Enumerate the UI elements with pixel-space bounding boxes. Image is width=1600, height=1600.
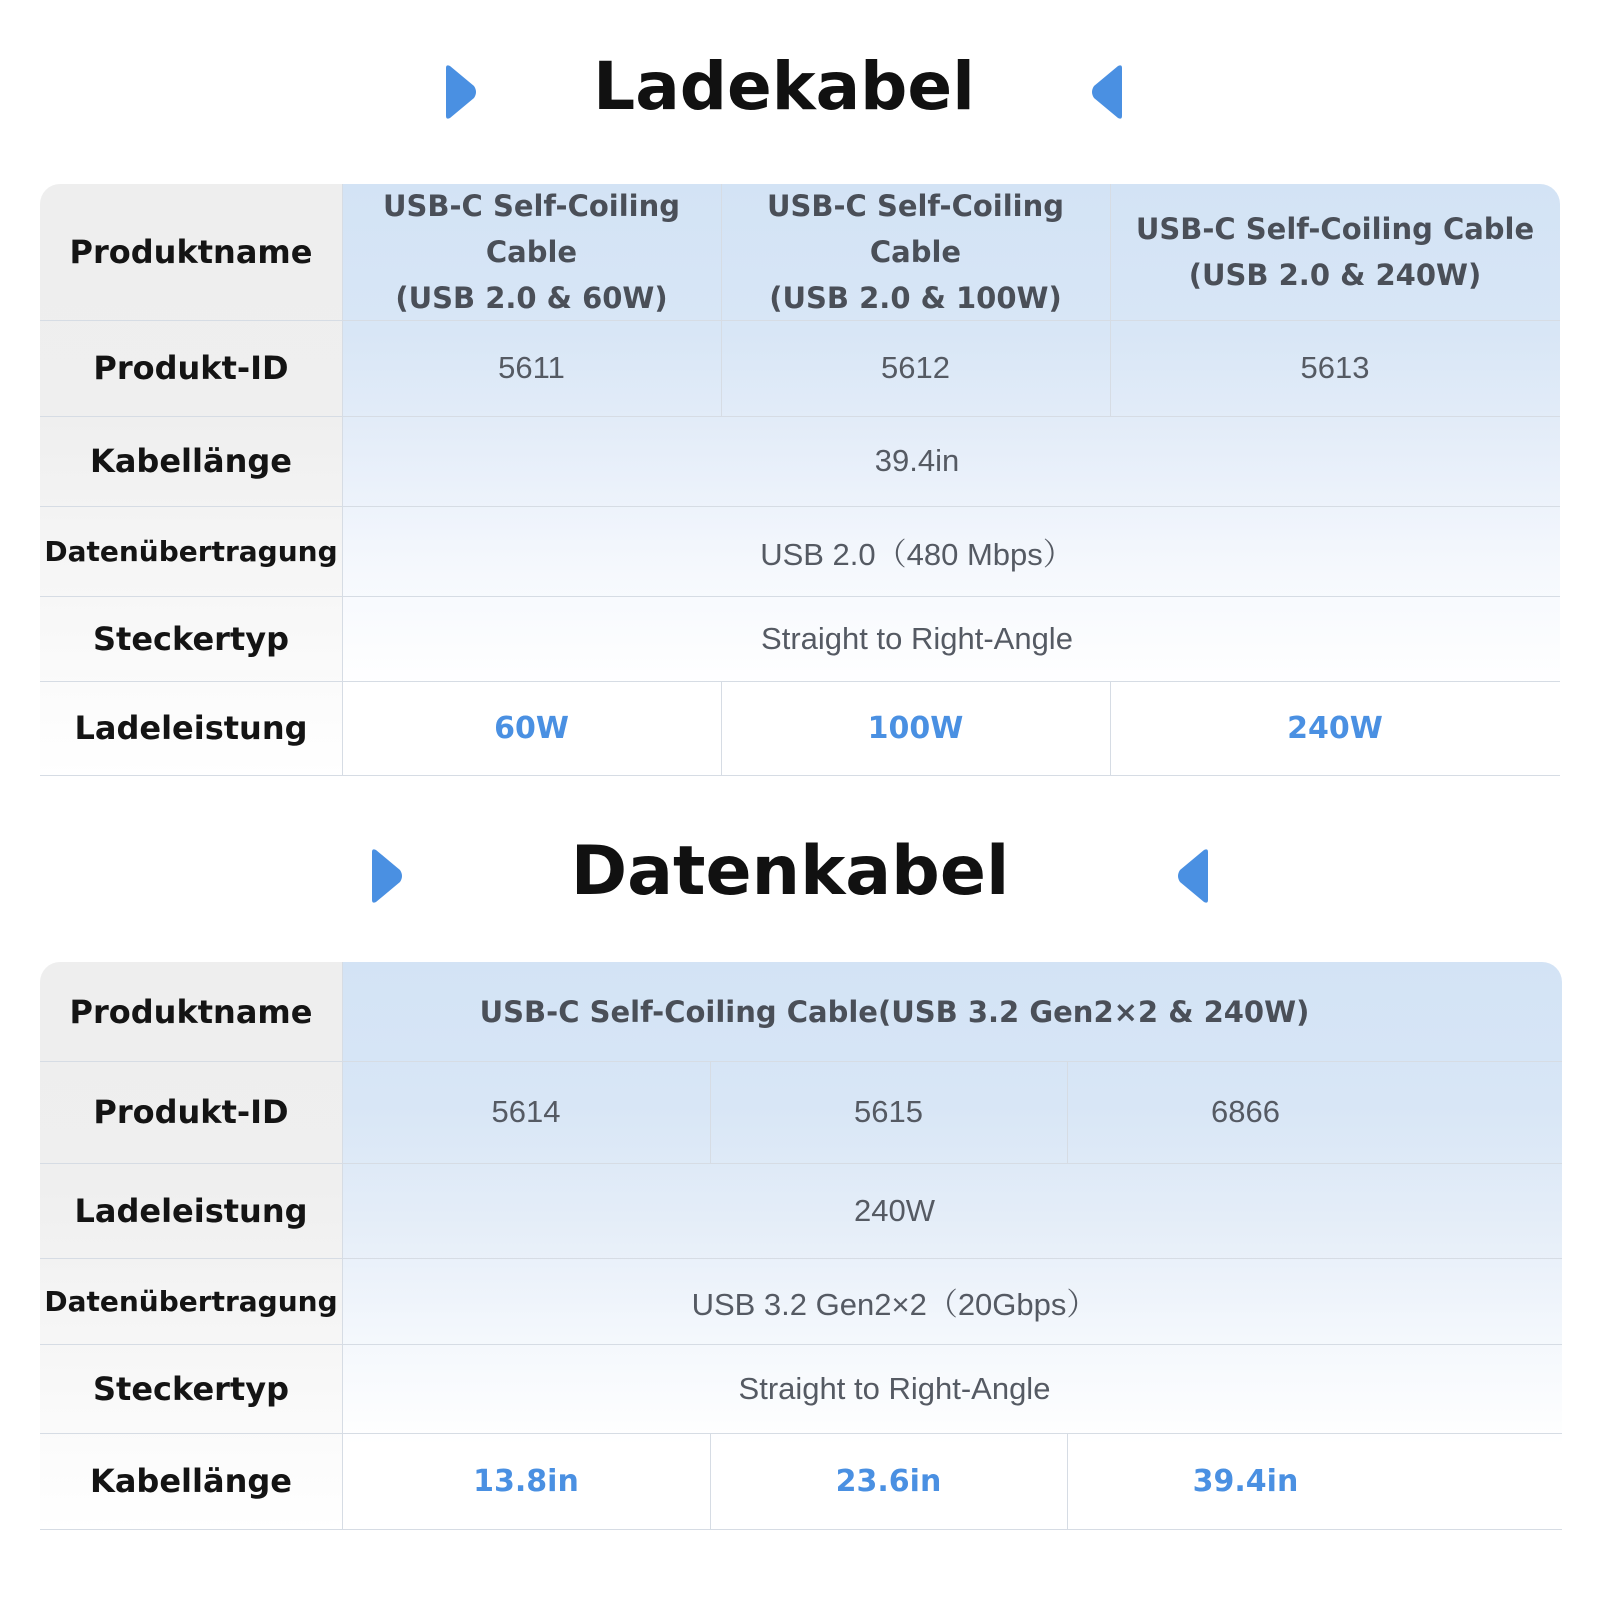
product-id-cell: 5611 <box>498 350 565 385</box>
product-name-line2: (USB 2.0 & 60W) <box>395 281 668 315</box>
cable-length-cell: 23.6in <box>835 1463 942 1499</box>
triangle-left-icon <box>1090 64 1126 120</box>
charging-power-cell: 240W <box>1287 710 1383 746</box>
product-name-line1: USB-C Self-Coiling Cable <box>766 189 1065 269</box>
product-name-line1: USB-C Self-Coiling Cable <box>382 189 681 269</box>
triangle-left-icon <box>1176 848 1212 904</box>
row-label-datenuebertragung: Datenübertragung <box>44 1284 338 1318</box>
row-label-ladeleistung: Ladeleistung <box>74 709 308 747</box>
row-label-kabellaenge: Kabellänge <box>90 442 292 480</box>
ladekabel-table <box>40 184 1560 776</box>
charging-power-cell: 100W <box>867 710 964 746</box>
cable-length-cell: 39.4in <box>1192 1463 1299 1499</box>
datenkabel-table <box>40 962 1562 1530</box>
data-transfer-value: USB 2.0（480 Mbps） <box>760 536 1074 572</box>
product-name-line1: USB-C Self-Coiling Cable <box>1135 212 1535 246</box>
charging-power-cell: 60W <box>494 710 569 746</box>
ladekabel-title: Ladekabel <box>593 48 975 125</box>
connector-type-value: Straight to Right-Angle <box>761 620 1073 656</box>
cable-length-cell: 13.8in <box>473 1463 579 1499</box>
data-transfer-value: USB 3.2 Gen2×2（20Gbps） <box>691 1286 1098 1322</box>
row-label-steckertyp: Steckertyp <box>93 619 289 658</box>
row-label-produktname: Produktname <box>69 992 313 1031</box>
charging-power-value: 240W <box>854 1192 935 1228</box>
row-label-kabellaenge: Kabellänge <box>90 1462 292 1500</box>
row-label-steckertyp: Steckertyp <box>93 1369 289 1408</box>
product-name-value: USB-C Self-Coiling Cable(USB 3.2 Gen2×2 & 240W) <box>479 994 1310 1029</box>
product-name-cell <box>721 184 1110 320</box>
product-id-cell: 5615 <box>854 1094 923 1129</box>
product-name-cell <box>1110 184 1560 320</box>
datenkabel-title: Datenkabel <box>570 832 1010 911</box>
row-label-datenuebertragung: Datenübertragung <box>44 534 338 568</box>
row-label-produkt-id: Produkt-ID <box>93 349 289 387</box>
product-id-cell: 5613 <box>1300 350 1370 385</box>
connector-type-value: Straight to Right-Angle <box>738 1370 1051 1406</box>
product-name-line2: (USB 2.0 & 240W) <box>1188 258 1482 292</box>
product-id-cell: 5614 <box>491 1094 561 1129</box>
row-label-ladeleistung: Ladeleistung <box>74 1191 308 1230</box>
product-name-cell <box>342 184 721 320</box>
row-label-produktname: Produktname <box>69 233 313 271</box>
product-name-line2: (USB 2.0 & 100W) <box>769 281 1062 315</box>
row-label-produkt-id: Produkt-ID <box>93 1093 289 1131</box>
cable-length-value: 39.4in <box>874 443 960 478</box>
product-id-cell: 5612 <box>881 350 950 385</box>
product-id-cell: 6866 <box>1211 1094 1280 1129</box>
